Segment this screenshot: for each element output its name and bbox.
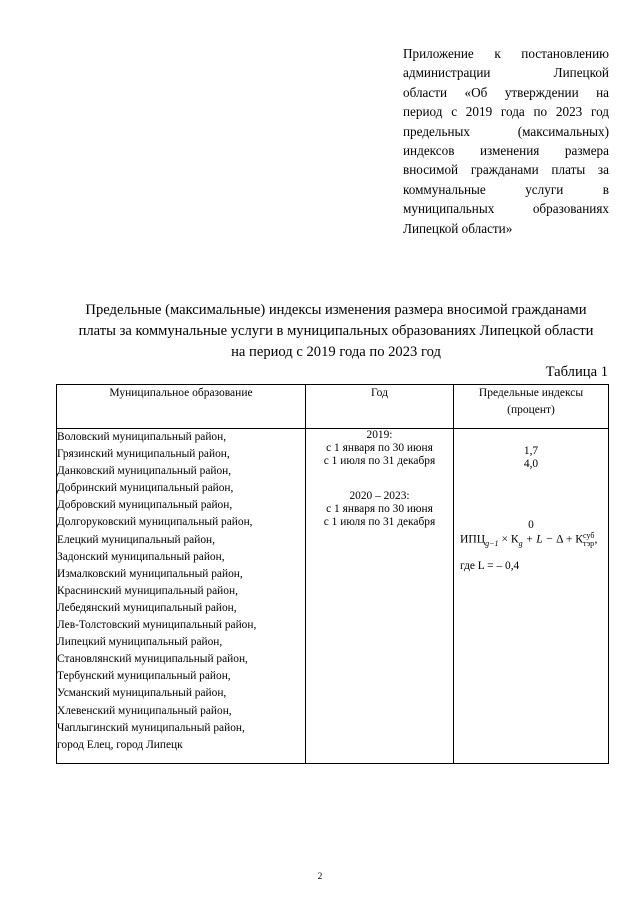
header-index-line: Предельные индексы bbox=[478, 387, 584, 399]
index-value: 4,0 bbox=[523, 458, 539, 470]
title-line: на период с 2019 года по 2023 год bbox=[231, 344, 441, 360]
title-line: Предельные (максимальные) индексы изменения размера вносимой гражданами bbox=[85, 302, 587, 318]
municipality-item: Чаплыгинский муниципальный район, bbox=[57, 721, 245, 734]
formula-tail: , bbox=[594, 532, 598, 546]
where-l-note: где L = – 0,4 bbox=[460, 559, 520, 572]
municipality-item: Краснинский муниципальный район, bbox=[57, 584, 238, 597]
municipality-item: Елецкий муниципальный район, bbox=[57, 533, 215, 546]
municipality-item: Становлянский муниципальный район, bbox=[57, 653, 248, 666]
formula-k-sub: g bbox=[518, 538, 523, 548]
index-value: 1,7 bbox=[523, 445, 539, 457]
municipality-item: Долгоруковский муниципальный район, bbox=[57, 516, 253, 529]
municipality-item: Липецкий муниципальный район, bbox=[57, 636, 223, 649]
formula-delta: Δ + bbox=[556, 532, 573, 546]
formula-ipc: ИПЦ bbox=[460, 532, 486, 546]
municipality-item: Добровский муниципальный район, bbox=[57, 499, 233, 512]
indices-cell bbox=[454, 429, 609, 764]
municipality-item: Задонский муниципальный район, bbox=[57, 550, 225, 563]
annex-line: Липецкой области» bbox=[403, 220, 513, 236]
table-row bbox=[57, 429, 609, 764]
period-range: с 1 июля по 31 декабря bbox=[323, 516, 436, 528]
formula-k2-sup: суб bbox=[583, 531, 595, 540]
formula-k2-sub: тэр bbox=[583, 539, 595, 548]
annex-note bbox=[403, 44, 609, 238]
page-number: 2 bbox=[317, 872, 323, 882]
municipality-item: город Елец, город Липецк bbox=[57, 738, 183, 751]
annex-line: индексов изменения размера bbox=[403, 143, 609, 159]
header-year: Год bbox=[306, 385, 454, 429]
index-formula bbox=[454, 532, 608, 550]
document-title bbox=[60, 300, 612, 363]
annex-line: период с 2019 года по 2023 год bbox=[403, 104, 609, 120]
annex-line: коммунальные услуги в bbox=[403, 181, 609, 197]
formula-plus-l: + L − bbox=[525, 532, 554, 546]
annex-line: Приложение к постановлению bbox=[403, 46, 609, 61]
header-index-line: (процент) bbox=[507, 404, 555, 416]
table-label: Таблица 1 bbox=[545, 364, 608, 380]
period-year: 2019: bbox=[366, 429, 393, 441]
years-cell bbox=[306, 429, 454, 764]
annex-line: администрации Липецкой bbox=[403, 65, 609, 81]
header-index bbox=[454, 385, 609, 429]
annex-line: предельных (максимальных) bbox=[403, 123, 609, 139]
formula-ipc-sub: g−1 bbox=[485, 538, 499, 548]
formula-k2: К bbox=[575, 532, 584, 546]
municipality-item: Лебедянский муниципальный район, bbox=[57, 601, 237, 614]
municipality-item: Воловский муниципальный район, bbox=[57, 431, 227, 443]
municipality-item: Измалковский муниципальный район, bbox=[57, 567, 243, 580]
period-range: с 1 января по 30 июня bbox=[326, 503, 433, 515]
formula-times: × bbox=[501, 532, 508, 546]
municipality-item: Грязинский муниципальный район, bbox=[57, 448, 230, 461]
title-line: платы за коммунальные услуги в муниципальных образованиях Липецкой области bbox=[78, 323, 594, 339]
annex-line: области «Об утверждении на bbox=[403, 84, 609, 100]
period-range: с 1 января по 30 июня bbox=[326, 442, 433, 454]
municipality-item: Усманский муниципальный район, bbox=[57, 687, 227, 700]
indices-table bbox=[56, 384, 609, 764]
period-range: с 1 июля по 31 декабря bbox=[323, 455, 436, 467]
municipalities-cell bbox=[57, 429, 306, 764]
municipality-item: Тербунский муниципальный район, bbox=[57, 670, 231, 683]
index-value: 0 bbox=[528, 519, 534, 531]
municipality-item: Лев-Толстовский муниципальный район, bbox=[57, 619, 257, 632]
annex-line: вносимой гражданами платы за bbox=[403, 162, 609, 178]
municipality-item: Добринский муниципальный район, bbox=[57, 482, 234, 495]
municipality-item: Данковский муниципальный район, bbox=[57, 465, 232, 478]
header-municipality: Муниципальное образование bbox=[57, 385, 306, 429]
municipality-item: Хлевенский муниципальный район, bbox=[57, 704, 232, 717]
annex-line: муниципальных образованиях bbox=[403, 201, 609, 217]
table-header-row bbox=[57, 385, 609, 429]
formula-k: К bbox=[510, 532, 519, 546]
period-year: 2020 – 2023: bbox=[349, 490, 410, 502]
